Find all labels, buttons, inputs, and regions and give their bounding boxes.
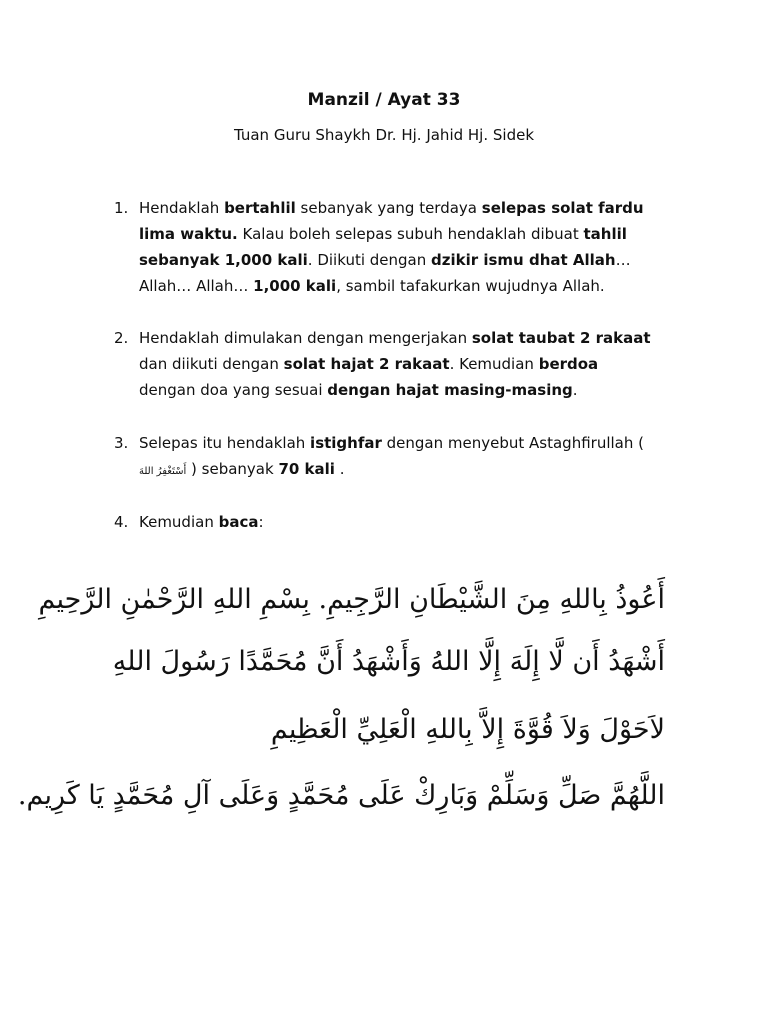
list-number: 1.: [114, 199, 129, 217]
text-run: , sambil tafakurkan wujudnya Allah.: [336, 277, 605, 295]
text-run: dengan doa yang sesuai: [139, 381, 328, 399]
list-item-4: [114, 509, 659, 535]
arabic-line-hawqala: لاَحَوْلَ وَلاَ قُوَّةَ إِلاَّ بِاللهِ الْعَلِيِّ الْعَظِيمِ: [270, 714, 665, 745]
bold-text: tahlil sebanyak 1,000 kali: [139, 225, 627, 269]
bold-text: berdoa: [538, 355, 599, 373]
bold-text: 1,000 kali: [253, 277, 337, 295]
arabic-istighfar-text: أَسْتَغْفِرُ اللهَ: [139, 466, 187, 477]
text-run: … Allah… Allah…: [139, 251, 631, 295]
text-run: . Diikuti dengan: [307, 251, 432, 269]
list-item-text: [139, 509, 659, 535]
bold-text: 70 kali: [278, 460, 335, 478]
text-run: .: [572, 381, 578, 399]
arabic-line-salawat: اللَّهُمَّ صَلِّ وَسَلِّمْ وَبَارِكْ عَلَى مُحَمَّدٍ وَعَلَى آلِ مُحَمَّدٍ يَا كَرِيم.: [17, 780, 665, 811]
arabic-line-taawwudh-basmalah: أَعُوذُ بِاللهِ مِنَ الشَّيْطَانِ الرَّجِيمِ. بِسْمِ اللهِ الرَّحْمٰنِ الرَّحِيمِ: [38, 584, 665, 615]
list-item-text: [139, 430, 659, 485]
list-item-text: [139, 195, 659, 299]
list-item-3: [114, 430, 659, 485]
list-item-2: [114, 325, 659, 403]
author-name: Tuan Guru Shaykh Dr. Hj. Jahid Hj. Sidek: [233, 126, 535, 144]
document-title: Manzil / Ayat 33: [307, 90, 461, 110]
text-run: sebanyak yang terdaya: [295, 199, 482, 217]
text-run: :: [258, 513, 264, 531]
bold-text: solat taubat 2 rakaat: [471, 329, 651, 347]
list-item-1: [114, 195, 659, 299]
bold-text: dengan hajat masing-masing: [327, 381, 573, 399]
text-run: dengan menyebut Astaghfirullah (: [381, 434, 644, 452]
arabic-line-shahadah: أَشْهَدُ أَن لَّا إِلَهَ إِلَّا اللهُ وَأَشْهَدُ أَنَّ مُحَمَّدًا رَسُولَ اللهِ: [112, 646, 665, 677]
text-run: . Kemudian: [449, 355, 539, 373]
list-number: 4.: [114, 513, 129, 531]
text-run: dan diikuti dengan: [139, 355, 284, 373]
text-run: ) sebanyak: [186, 460, 279, 478]
bold-text: bertahlil: [224, 199, 296, 217]
list-number: 3.: [114, 434, 129, 452]
text-run: Selepas itu hendaklah: [139, 434, 311, 452]
bold-text: solat hajat 2 rakaat: [283, 355, 450, 373]
list-item-text: [139, 325, 659, 403]
text-run: Hendaklah: [139, 199, 225, 217]
bold-text: istighfar: [310, 434, 382, 452]
list-number: 2.: [114, 329, 129, 347]
bold-text: baca: [218, 513, 259, 531]
bold-text: selepas solat fardu lima waktu.: [139, 199, 644, 243]
text-run: Kalau boleh selepas subuh hendaklah dibuat: [237, 225, 584, 243]
text-run: .: [334, 460, 345, 478]
text-run: Hendaklah dimulakan dengan mengerjakan: [139, 329, 472, 347]
bold-text: dzikir ismu dhat Allah: [431, 251, 616, 269]
text-run: Kemudian: [139, 513, 219, 531]
